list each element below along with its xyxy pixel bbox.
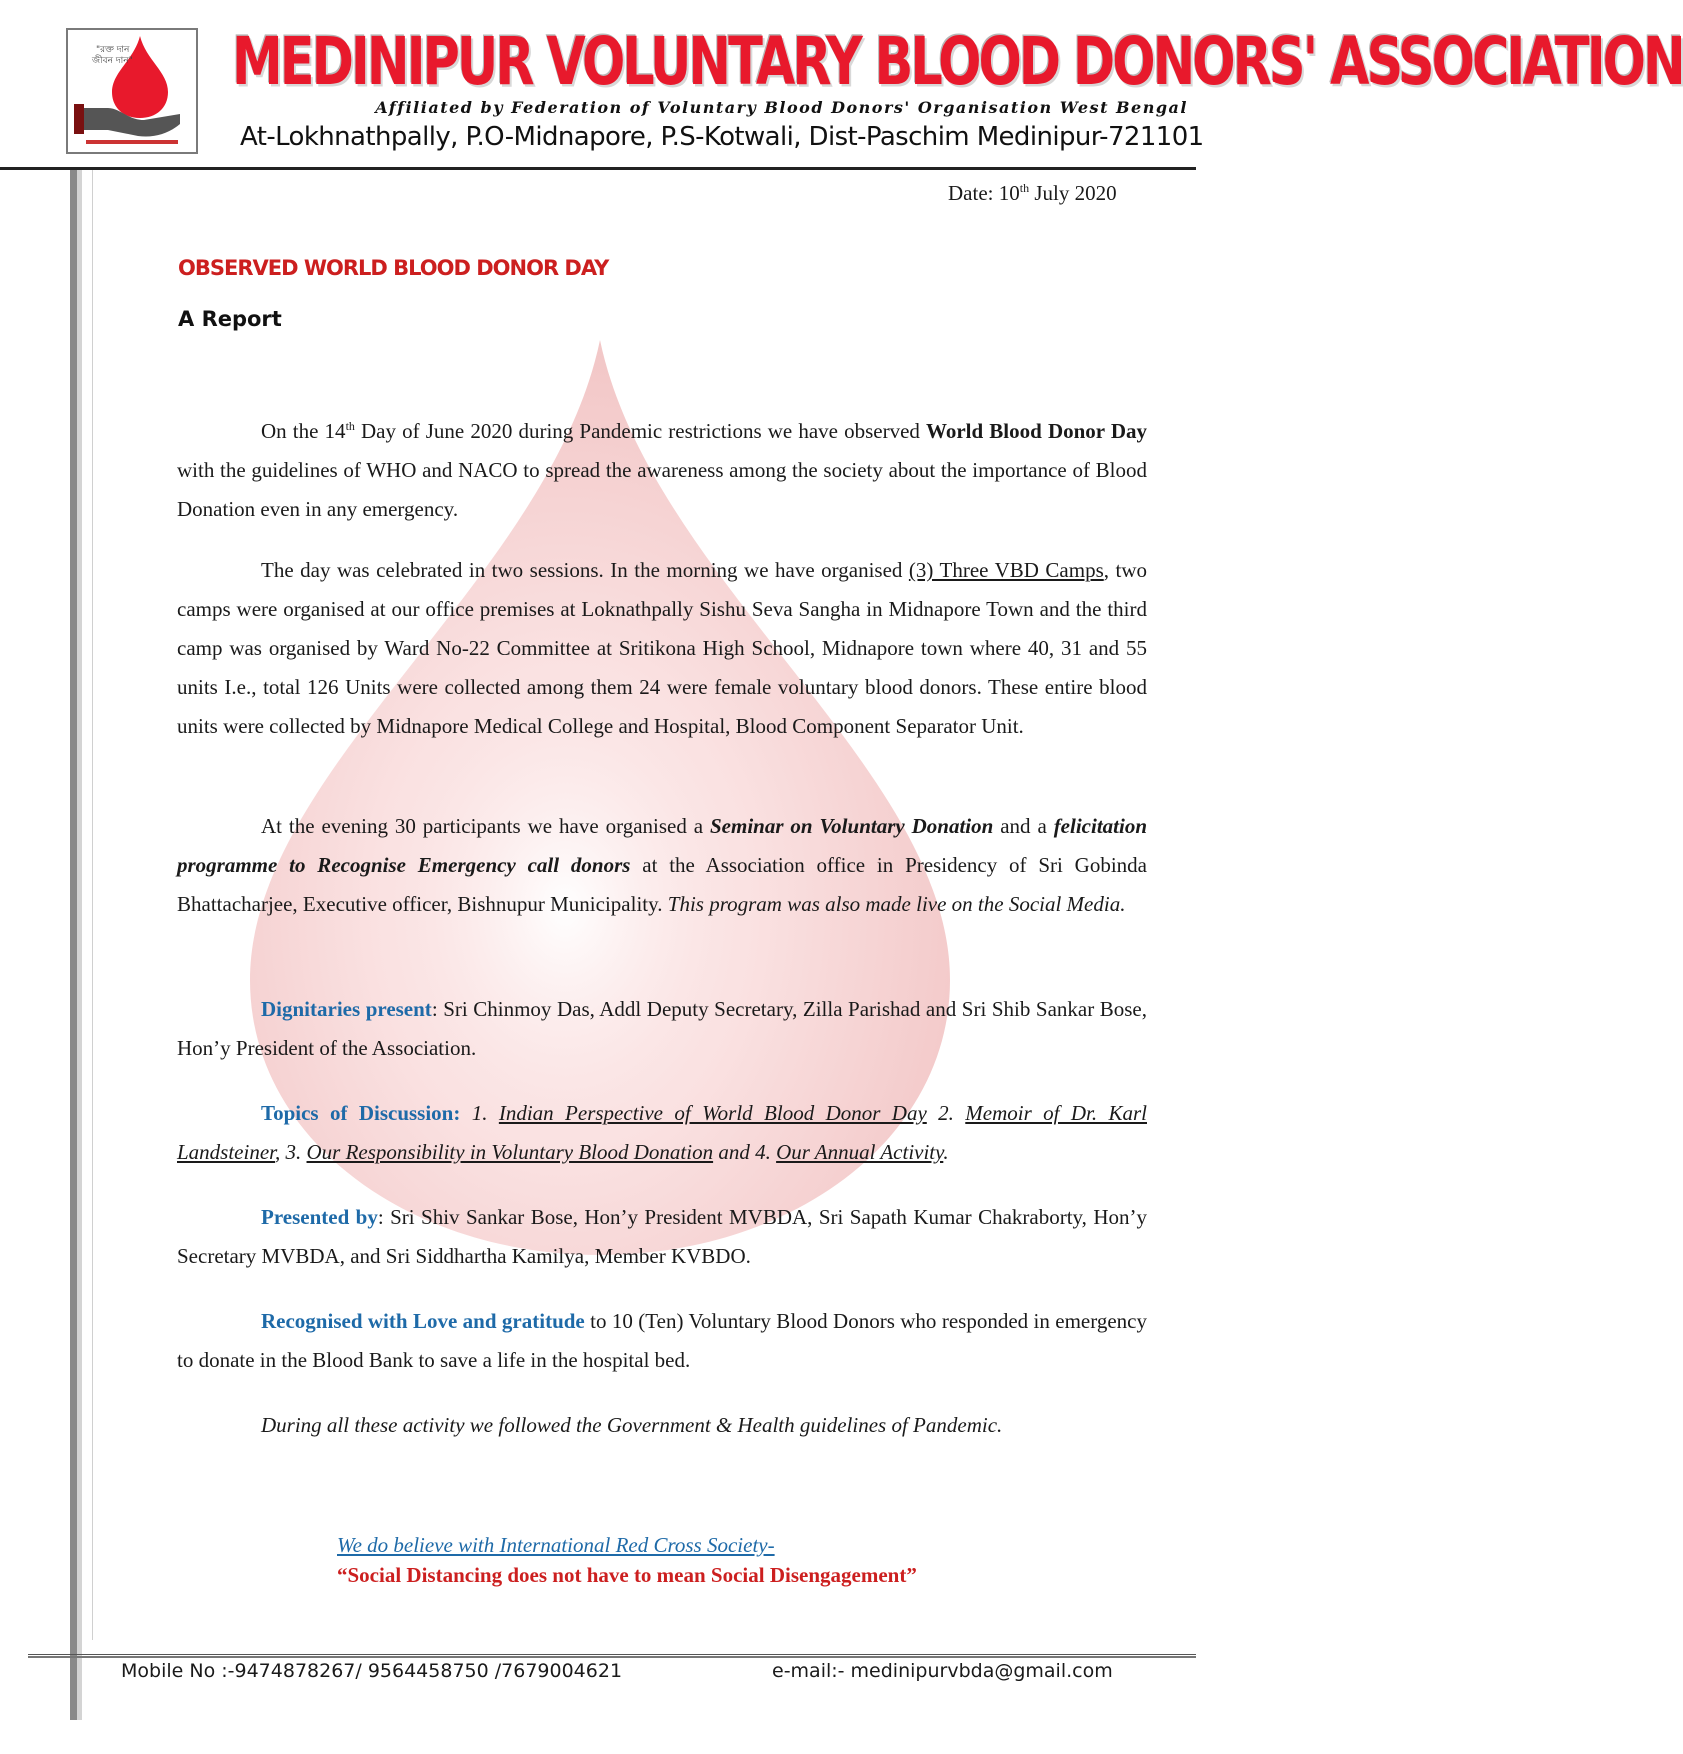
association-logo [66, 28, 198, 154]
footer-mobile: Mobile No :-9474878267/ 9564458750 /7679004621 [121, 1660, 623, 1682]
paragraph-camps: The day was celebrated in two sessions. In the morning we have organised (3) Three VBD Camps, two camps were organised at our office premises at Loknathpally Sishu Seva Sangha in Midnapore Town and the third camp was organised by Ward No-22 Committee at Sritikona High School, Midnapore town where 40, 31 and 55 units I.e., total 126 Units were collected among them 24 were female voluntary blood donors. These entire blood units were collected by Midnapore Medical College and Hospital, Blood Component Separator Unit. [177, 558, 1147, 738]
paragraph-dignitaries: Dignitaries present: Sri Chinmoy Das, Addl Deputy Secretary, Zilla Parishad and Sri Shib Sankar Bose, Hon’y President of the Association. [177, 997, 1147, 1060]
left-margin-line [92, 170, 93, 1640]
blood-drop-hand-icon [68, 30, 196, 152]
organization-name: MEDINIPUR VOLUNTARY BLOOD DONORS' ASSOCIATION [232, 24, 1683, 101]
paragraph-intro: On the 14th Day of June 2020 during Pandemic restrictions we have observed World Blood Donor Day with the guidelines of WHO and NACO to spread the awareness among the society about the importance of Blood Donation even in any emergency. [177, 419, 1148, 521]
header-divider [0, 167, 1196, 170]
address-line: At-Lokhnathpally, P.O-Midnapore, P.S-Kotwali, Dist-Paschim Medinipur-721101 [240, 122, 1204, 152]
paragraph-presenters: Presented by: Sri Shiv Sankar Bose, Hon’y President MVBDA, Sri Sapath Kumar Chakraborty, Hon’y Secretary MVBDA, and Sri Siddhartha Kamilya, Member KVBDO. [177, 1205, 1147, 1268]
paragraph-recognition: Recognised with Love and gratitude to 10 (Ten) Voluntary Blood Donors who responded in emergency to donate in the Blood Bank to save a life in the hospital bed. [177, 1309, 1147, 1372]
logo-text-2: জীবন দান" [92, 56, 133, 66]
paragraph-seminar: At the evening 30 participants we have organised a Seminar on Voluntary Donation and a felicitation programme to Recognise Emergency call donors at the Association office in Presidency of Sri Gobinda Bhattacharjee, Executive officer, Bishnupur Municipality. This program was also made live on the Social Media. [177, 814, 1148, 916]
affiliation-line: Affiliated by Federation of Voluntary Blood Donors' Organisation West Bengal [375, 98, 1188, 117]
report-title: OBSERVED WORLD BLOOD DONOR DAY [178, 256, 609, 280]
footer-email: e-mail:- medinipurvbda@gmail.com [772, 1660, 1113, 1682]
paragraph-topics: Topics of Discussion: 1. Indian Perspective of World Blood Donor Day 2. Memoir of Dr. Karl Landsteiner, 3. Our Responsibility in Voluntary Blood Donation and 4. Our Annual Activity. [177, 1101, 1147, 1164]
logo-text: "রক্ত দান [96, 45, 130, 55]
paragraph-guidelines: During all these activity we followed the Government & Health guidelines of Pandemic. [261, 1413, 1003, 1437]
report-date: Date: 10th July 2020 [948, 181, 1117, 205]
footer-divider [28, 1654, 1196, 1658]
red-cross-quote: “Social Distancing does not have to mean Social Disengagement” [337, 1563, 917, 1587]
red-cross-quote-intro: We do believe with International Red Cross Society- [337, 1533, 775, 1557]
report-subtitle: A Report [178, 307, 282, 331]
left-margin-bar [70, 170, 82, 1720]
